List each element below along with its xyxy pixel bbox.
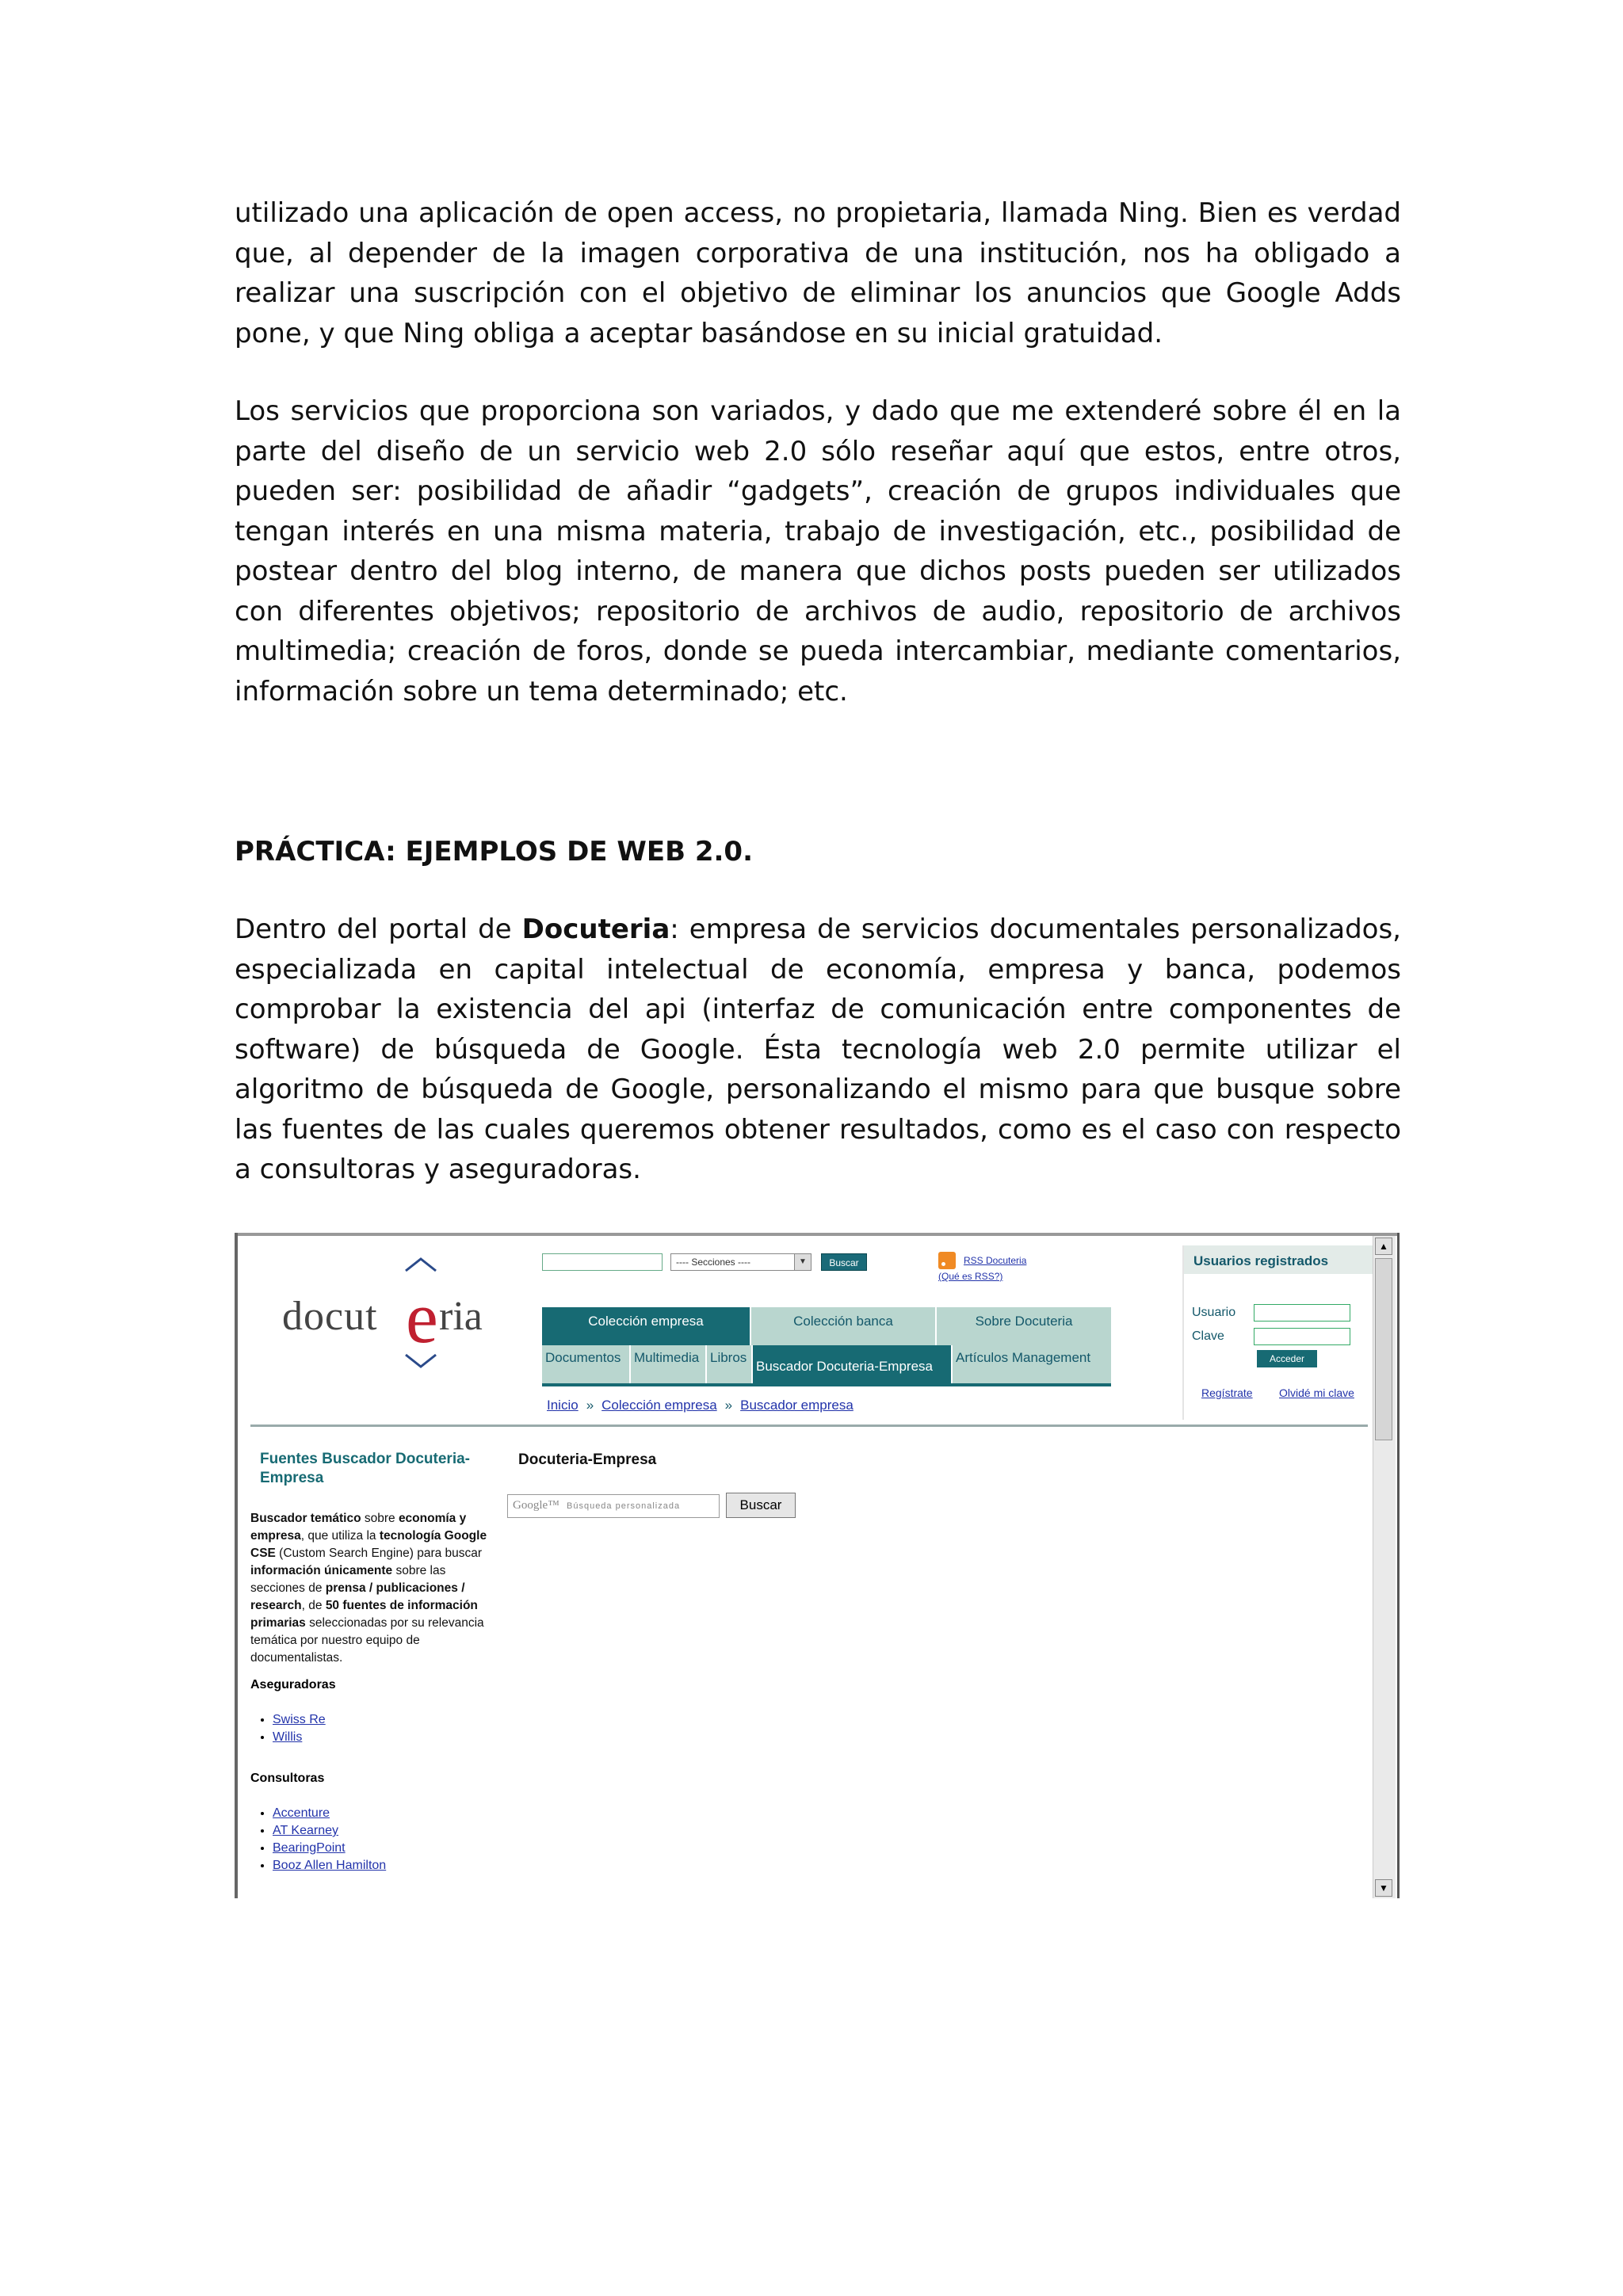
source-link[interactable]: Booz Allen Hamilton [273,1859,387,1872]
paragraph-3-before: Dentro del portal de [235,913,522,945]
list-item [273,1805,386,1822]
acceder-button[interactable]: Acceder [1257,1350,1317,1367]
sections-select-value: ---- Secciones ---- [676,1257,751,1268]
paragraph-1-text: utilizado una aplicación de open access, no propietaria, llamada Ning. Bien es verdad que, al depender de la imagen corporativa de una institución, nos ha obligado a realizar una suscripción con el objetivo de eliminar los anuncios que Google Adds pone, y que Ning obliga a aceptar basándose en su inicial gratuidad. [235,197,1401,349]
sidebar-description-segment: Buscador temático [250,1512,361,1525]
subtab-articulos[interactable]: Artículos Management [956,1350,1091,1365]
rss-link[interactable]: RSS Docuteria [964,1255,1027,1266]
breadcrumb-separator: » [586,1398,594,1413]
sidebar-title: Fuentes Buscador Docuteria-Empresa [260,1451,470,1486]
source-link[interactable]: Swiss Re [273,1713,326,1726]
sidebar-description-segment: seleccionadas por su relevancia temática por nuestro equipo de documentalistas. [250,1616,484,1665]
site-search-input[interactable] [542,1253,663,1271]
sidebar-description-segment: , de [301,1599,326,1612]
login-panel [1182,1245,1390,1420]
main-title: Docuteria-Empresa [518,1451,657,1468]
list-item [273,1857,386,1875]
sidebar-description-segment: prensa / publicaciones / research [250,1581,465,1612]
site-header [250,1236,1368,1425]
subtab-libros[interactable]: Libros [707,1345,753,1383]
paragraph-1 [235,193,1401,353]
scroll-down-icon[interactable]: ▼ [1375,1879,1392,1897]
consultoras-heading: Consultoras [250,1772,325,1785]
docuteria-logo[interactable] [282,1252,488,1371]
section-heading: PRÁCTICA: EJEMPLOS DE WEB 2.0. [235,836,753,868]
aseguradoras-heading: Aseguradoras [250,1678,336,1691]
source-link[interactable]: AT Kearney [273,1824,339,1837]
tab-sobre-docuteria[interactable]: Sobre Docuteria [935,1307,1111,1345]
breadcrumb-buscador[interactable]: Buscador empresa [740,1398,854,1413]
logo-letter: e [406,1277,438,1358]
aseguradoras-list [250,1711,326,1746]
logo-prefix: docut [282,1294,378,1339]
tab-coleccion-banca[interactable]: Colección banca [750,1307,935,1345]
breadcrumb-coleccion[interactable]: Colección empresa [601,1398,717,1413]
subtab-multimedia[interactable]: Multimedia [631,1345,707,1383]
sidebar-description-segment: únicamente [324,1564,393,1577]
subtab-documentos[interactable]: Documentos [542,1345,631,1383]
sidebar-description-segment: sobre [361,1512,399,1525]
left-sidebar [250,1431,496,1898]
google-search-button[interactable]: Buscar [726,1493,796,1518]
google-logo: Google™ [513,1499,559,1512]
usuario-label: Usuario [1192,1306,1236,1319]
paragraph-3-bold: Docuteria [521,913,670,945]
scroll-up-icon[interactable]: ▲ [1375,1238,1392,1255]
list-item [273,1822,386,1840]
rss-icon[interactable] [938,1252,956,1269]
sidebar-description-segment: , que utiliza la [300,1529,380,1543]
nav-divider [542,1383,1111,1386]
sections-select[interactable] [670,1253,812,1271]
login-title: Usuarios registrados [1184,1245,1390,1274]
main-nav [542,1307,1111,1345]
sidebar-description-segment: tecnología Google CSE [250,1529,487,1560]
paragraph-2-text: Los servicios que proporciona son variados, y dado que me extenderé sobre él en la parte del diseño de un servicio web 2.0 sólo reseñar aquí que estos, entre otros, pueden ser: posibilidad de añadir “gadgets”, creación de grupos individuales que tengan interés en una misma materia, trabajo de investigación, etc., posibilidad de postear dentro del blog interno, de manera que dichos posts pueden ser utilizados con diferentes objetivos; repositorio de archivos de audio, repositorio de archivos multimedia; creación de foros, donde se pueda intercambiar, mediante comentarios, información sobre un tema determinado; etc. [235,395,1401,707]
select-arrow-icon: ▼ [794,1254,811,1270]
site-search-button[interactable]: Buscar [821,1253,867,1271]
sidebar-description [250,1510,488,1667]
logo-chevron-up-icon [401,1257,441,1272]
scrollbar-thumb[interactable] [1375,1258,1392,1440]
breadcrumb-inicio[interactable]: Inicio [547,1398,579,1413]
source-link[interactable]: Willis [273,1730,303,1744]
clave-input[interactable] [1254,1328,1350,1345]
list-item [273,1840,386,1857]
breadcrumb-separator: » [724,1398,733,1413]
google-search-placeholder: Búsqueda personalizada [567,1501,681,1511]
sidebar-description-segment: (Custom Search Engine) para buscar [275,1547,483,1560]
sidebar-description-segment: información [250,1564,321,1577]
source-link[interactable]: BearingPoint [273,1841,346,1855]
google-search-input[interactable] [507,1494,720,1518]
logo-chevron-down-icon [401,1353,441,1369]
paragraph-3-after: : empresa de servicios documentales personalizados, especializada en capital intelectual de economía, empresa y banca, podemos comprobar la existencia del api (interfaz de comunicación entre componentes de software) de búsqueda de Google. Ésta tecnología web 2.0 permite utilizar el algoritmo de búsqueda de Google, personalizando el mismo para que busque sobre las fuentes de las cuales queremos obtener resultados, como es el caso con respecto a consultoras y aseguradoras. [235,913,1401,1185]
paragraph-2 [235,391,1401,711]
forgot-password-link[interactable]: Olvidé mi clave [1279,1386,1354,1399]
header-divider [250,1425,1368,1427]
logo-suffix: ria [439,1294,483,1339]
source-link[interactable]: Accenture [273,1806,330,1820]
paragraph-3 [235,910,1401,1190]
consultoras-list [250,1805,386,1875]
registrate-link[interactable]: Regístrate [1201,1386,1253,1399]
breadcrumb [547,1398,854,1413]
screenshot-frame-left [235,1233,238,1898]
scrollbar[interactable] [1373,1236,1396,1898]
tab-coleccion-empresa[interactable]: Colección empresa [542,1307,750,1345]
sub-nav [542,1345,1111,1383]
list-item [273,1729,326,1746]
sidebar-description-segment: sobre las secciones de [250,1564,446,1595]
subtab-buscador[interactable]: Buscador Docuteria-Empresa [753,1345,953,1383]
embedded-screenshot [235,1233,1400,1898]
sidebar-description-segment: 50 fuentes de información primarias [250,1599,478,1630]
rss-help-link[interactable]: (Qué es RSS?) [938,1271,1003,1282]
paragraph-3-text [235,910,1401,1190]
list-item [273,1711,326,1729]
sidebar-description-segment: economía y empresa [250,1512,467,1543]
screenshot-frame-right [1397,1233,1400,1898]
usuario-input[interactable] [1254,1304,1350,1322]
clave-label: Clave [1192,1329,1224,1343]
